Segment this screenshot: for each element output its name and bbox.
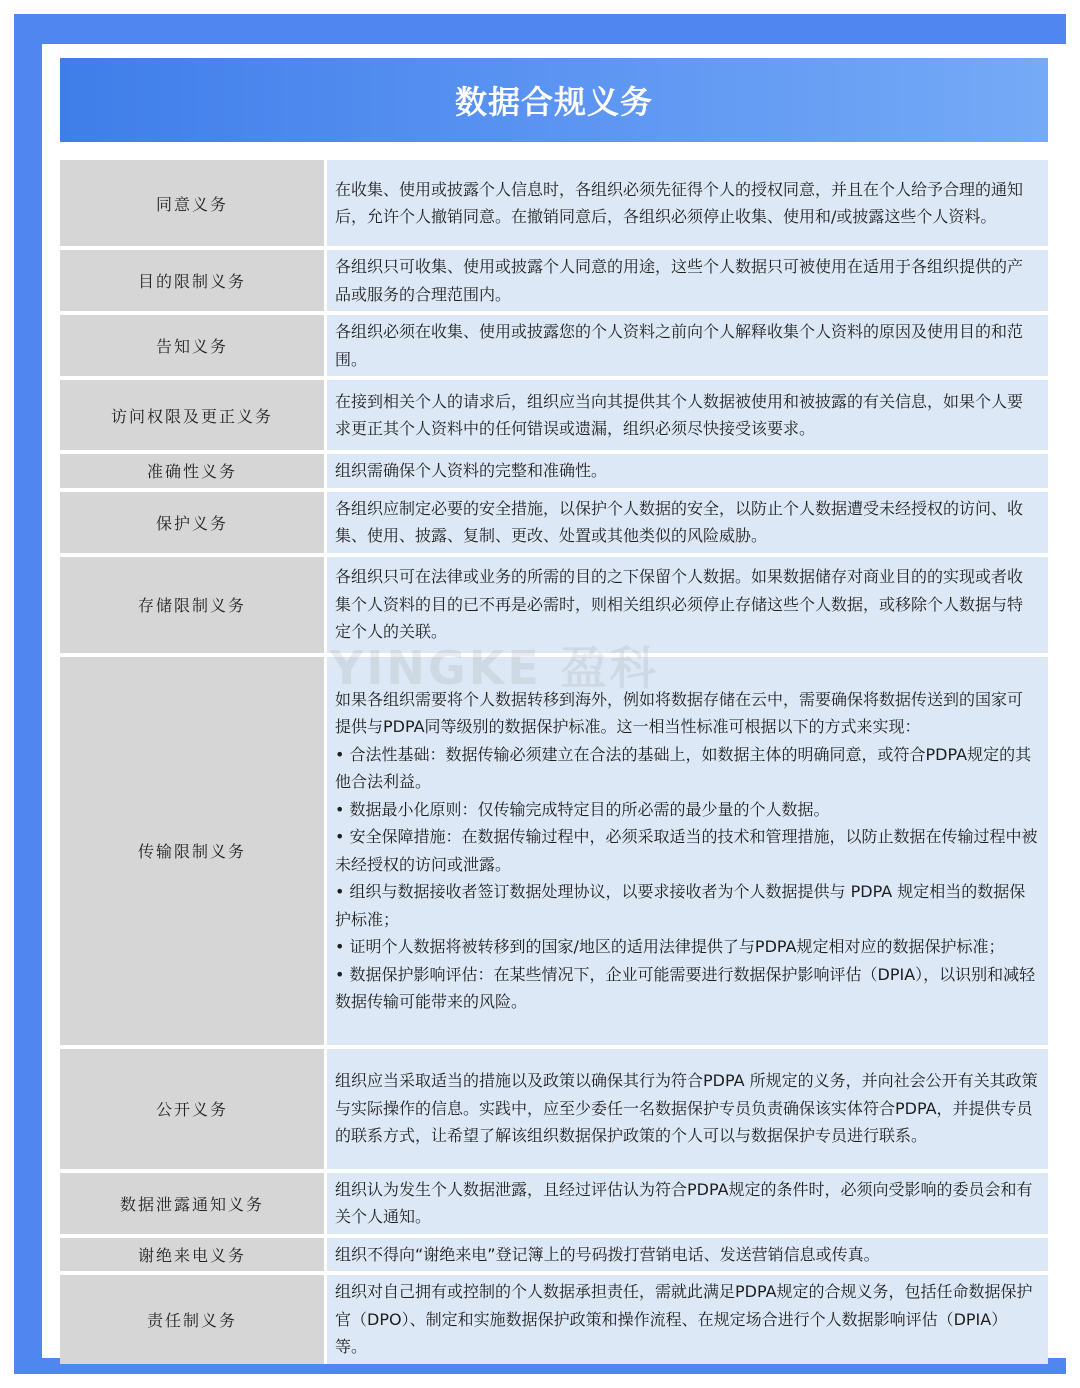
- table-row: [60, 1238, 1048, 1272]
- obligation-description: [327, 1049, 1048, 1169]
- obligations-table: [60, 156, 1048, 1368]
- obligation-description: [327, 250, 1048, 311]
- table-row: [60, 454, 1048, 488]
- obligation-description: [327, 1238, 1048, 1272]
- description-line: • 数据最小化原则：仅传输完成特定目的所必需的最少量的个人数据。: [335, 799, 830, 819]
- obligation-name: 公开义务: [60, 1049, 327, 1169]
- description-line: 在接到相关个人的请求后，组织应当向其提供其个人数据被使用和被披露的有关信息，如果个人要求更正其个人资料中的任何错误或遗漏，组织必须尽快接受该要求。: [335, 391, 1024, 438]
- description-line: 组织不得向“谢绝来电”登记簿上的号码拨打营销电话、发送营销信息或传真。: [335, 1244, 880, 1264]
- obligation-name: 保护义务: [60, 492, 327, 553]
- table-row: [60, 657, 1048, 1045]
- description-line: 各组织只可在法律或业务的所需的目的之下保留个人数据。如果数据储存对商业目的的实现或者收集个人资料的目的已不再是必需时，则相关组织必须停止存储这些个人数据，或移除个人数据与特定个人的关联。: [335, 567, 1024, 642]
- description-line: 如果各组织需要将个人数据转移到海外，例如将数据存储在云中，需要确保将数据传送到的国家可提供与PDPA同等级别的数据保护标准。这一相当性标准可根据以下的方式来实现：: [335, 689, 1024, 736]
- description-line: 在收集、使用或披露个人信息时，各组织必须先征得个人的授权同意，并且在个人给予合理的通知后，允许个人撤销同意。在撤销同意后，各组织必须停止收集、使用和/或披露这些个人资料。: [335, 179, 1024, 226]
- table-row: [60, 160, 1048, 246]
- description-line: 组织应当采取适当的措施以及政策以确保其行为符合PDPA 所规定的义务，并向社会公开有关其政策与实际操作的信息。实践中，应至少委任一名数据保护专员负责确保该实体符合PDPA，并提供专员的联系方式，让希望了解该组织数据保护政策的个人可以与数据保护专员进行联系。: [335, 1071, 1038, 1146]
- table-row: [60, 315, 1048, 376]
- description-line: 组织需确保个人资料的完整和准确性。: [335, 461, 608, 480]
- obligation-name: 责任制义务: [60, 1275, 327, 1364]
- page-title: 数据合规义务: [454, 83, 653, 121]
- obligation-description: [327, 380, 1048, 450]
- obligation-name: 准确性义务: [60, 454, 327, 488]
- description-line: 各组织应制定必要的安全措施，以保护个人数据的安全，以防止个人数据遭受未经授权的访问、收集、使用、披露、复制、更改、处置或其他类似的风险威胁。: [335, 498, 1024, 545]
- obligation-description: [327, 454, 1048, 488]
- obligation-name: 传输限制义务: [60, 657, 327, 1045]
- description-line: • 数据保护影响评估：在某些情况下，企业可能需要进行数据保护影响评估（DPIA），以识别和减轻数据传输可能带来的风险。: [335, 964, 1036, 1011]
- description-line: 组织对自己拥有或控制的个人数据承担责任，需就此满足PDPA规定的合规义务，包括任命数据保护官（DPO）、制定和实施数据保护政策和操作流程、在规定场合进行个人数据影响评估（DPIA）等。: [335, 1282, 1033, 1356]
- obligation-description: [327, 1173, 1048, 1234]
- title-banner: [60, 58, 1048, 142]
- obligation-description: [327, 160, 1048, 246]
- description-line: 各组织必须在收集、使用或披露您的个人资料之前向个人解释收集个人资料的原因及使用目的和范围。: [335, 322, 1024, 369]
- description-line: • 组织与数据接收者签订数据处理协议，以要求接收者为个人数据提供与 PDPA 规定相当的数据保护标准；: [335, 882, 1026, 929]
- obligation-description: [327, 1275, 1048, 1364]
- table-row: [60, 250, 1048, 311]
- obligation-name: 谢绝来电义务: [60, 1238, 327, 1272]
- obligation-description: [327, 657, 1048, 1045]
- obligation-description: [327, 315, 1048, 376]
- table-row: [60, 492, 1048, 553]
- obligation-description: [327, 557, 1048, 653]
- table-row: [60, 1275, 1048, 1364]
- obligation-name: 访问权限及更正义务: [60, 380, 327, 450]
- description-line: • 安全保障措施：在数据传输过程中，必须采取适当的技术和管理措施，以防止数据在传输过程中被未经授权的访问或泄露。: [335, 827, 1038, 874]
- table-row: [60, 1049, 1048, 1169]
- description-line: • 证明个人数据将被转移到的国家/地区的适用法律提供了与PDPA规定相对应的数据保护标准；: [335, 937, 1005, 956]
- table-row: [60, 557, 1048, 653]
- description-line: • 合法性基础：数据传输必须建立在合法的基础上，如数据主体的明确同意，或符合PDPA规定的其他合法利益。: [335, 744, 1032, 791]
- obligation-name: 同意义务: [60, 160, 327, 246]
- description-line: 各组织只可收集、使用或披露个人同意的用途，这些个人数据只可被使用在适用于各组织提供的产品或服务的合理范围内。: [335, 257, 1024, 304]
- description-line: 组织认为发生个人数据泄露，且经过评估认为符合PDPA规定的条件时，必须向受影响的委员会和有关个人通知。: [335, 1179, 1033, 1226]
- table-row: [60, 1173, 1048, 1234]
- page-frame: [14, 14, 1066, 1374]
- obligation-name: 存储限制义务: [60, 557, 327, 653]
- table-row: [60, 380, 1048, 450]
- content-panel: [42, 44, 1066, 1358]
- obligation-name: 数据泄露通知义务: [60, 1173, 327, 1234]
- obligation-description: [327, 492, 1048, 553]
- obligation-name: 告知义务: [60, 315, 327, 376]
- obligation-name: 目的限制义务: [60, 250, 327, 311]
